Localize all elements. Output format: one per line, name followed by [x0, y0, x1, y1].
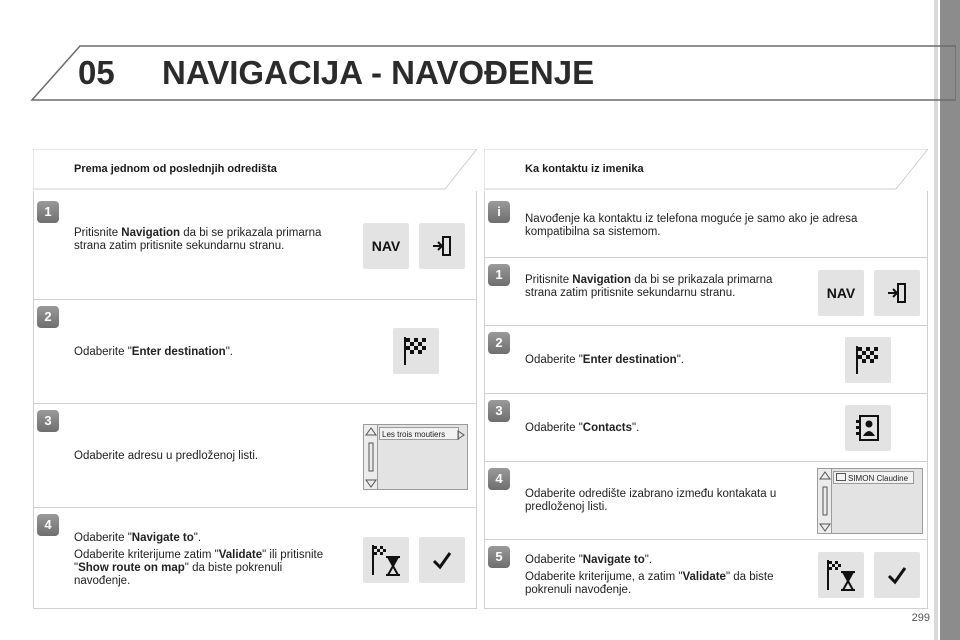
- right-step-3: [484, 393, 928, 461]
- checkered-flag-icon: [853, 344, 883, 376]
- left-step-4: [33, 507, 477, 609]
- left-step-1: [33, 195, 477, 299]
- right-column-heading: Ka kontaktu iz imenika: [525, 163, 644, 175]
- right-info-text: Navođenje ka kontaktu iz telefona moguće je samo ako je adresa kompatibilna sa sistemom.: [525, 213, 858, 238]
- right-info-note: [484, 195, 928, 257]
- right-step-1: [484, 257, 928, 325]
- destination-list-screen[interactable]: [363, 424, 468, 490]
- checkmark-icon: [430, 548, 454, 572]
- step-badge: 1: [488, 264, 510, 286]
- arrow-right-icon: [457, 430, 465, 440]
- navigate-to-button[interactable]: [363, 537, 409, 583]
- step-badge: 4: [37, 514, 59, 536]
- left-step-4-text: Odaberite "Navigate to". Odaberite kriterijume zatim "Validate" ili pritisnite "Show route on map" da biste pokrenuli navođenje.: [74, 532, 324, 587]
- right-step-3-text: Odaberite "Contacts".: [525, 422, 640, 434]
- validate-button[interactable]: [419, 537, 465, 583]
- checkmark-icon: [885, 563, 909, 587]
- right-step-2-text: Odaberite "Enter destination".: [525, 354, 684, 366]
- page-header: [30, 44, 956, 102]
- left-column-heading: Prema jednom od poslednjih odredišta: [74, 163, 277, 175]
- list-scrollbar[interactable]: [364, 425, 378, 489]
- flag-hourglass-icon: [825, 558, 857, 592]
- right-step-4: [484, 461, 928, 539]
- left-step-3-text: Odaberite adresu u predloženoj listi.: [74, 450, 259, 462]
- left-step-1-text: Pritisnite Navigation da bi se prikazala primarna strana zatim pritisnite sekundarnu stranu.: [74, 227, 322, 252]
- right-column-heading-box: [484, 149, 928, 191]
- step-badge: 3: [488, 400, 510, 422]
- page-forward-button[interactable]: [419, 223, 465, 269]
- left-step-3: [33, 403, 477, 507]
- left-step-2-text: Odaberite "Enter destination".: [74, 346, 233, 358]
- step-badge: 3: [37, 410, 59, 432]
- info-icon: i: [488, 201, 510, 223]
- step-badge: 2: [488, 332, 510, 354]
- contact-list-item-label: SIMON Claudine: [848, 474, 909, 483]
- contact-list-screen[interactable]: [817, 468, 923, 534]
- page-number: 299: [911, 612, 930, 624]
- nav-button[interactable]: NAV: [818, 270, 864, 316]
- page-forward-icon: [430, 234, 454, 258]
- nav-button[interactable]: NAV: [363, 223, 409, 269]
- list-scrollbar[interactable]: [818, 469, 832, 533]
- contacts-button[interactable]: [845, 405, 891, 451]
- enter-destination-button[interactable]: [845, 337, 891, 383]
- page-forward-button[interactable]: [874, 270, 920, 316]
- flag-hourglass-icon: [370, 543, 402, 577]
- destination-list-item-label: Les trois moutiers: [382, 430, 446, 439]
- left-step-2: [33, 299, 477, 403]
- chapter-number: 05: [78, 54, 115, 91]
- page-forward-icon: [885, 281, 909, 305]
- step-badge: 2: [37, 306, 59, 328]
- step-badge: 5: [488, 546, 510, 568]
- left-column-heading-box: [33, 149, 477, 191]
- enter-destination-button[interactable]: [393, 328, 439, 374]
- contact-card-icon: [836, 473, 846, 481]
- right-column: [484, 149, 928, 609]
- right-step-2: [484, 325, 928, 393]
- navigate-to-button[interactable]: [818, 552, 864, 598]
- right-step-1-text: Pritisnite Navigation da bi se prikazala primarna strana zatim pritisnite sekundarnu stranu.: [525, 274, 773, 299]
- validate-button[interactable]: [874, 552, 920, 598]
- left-column: [33, 149, 477, 609]
- checkered-flag-icon: [401, 335, 431, 367]
- step-badge: 4: [488, 468, 510, 490]
- contacts-book-icon: [853, 413, 883, 443]
- right-step-5-text: Odaberite "Navigate to". Odaberite kriterijume, a zatim "Validate" da biste pokrenuli navođenje.: [525, 554, 774, 596]
- step-badge: 1: [37, 201, 59, 223]
- right-step-4-text: Odaberite odredište izabrano između kontakata u predloženoj listi.: [525, 488, 777, 513]
- page-title: NAVIGACIJA - NAVOĐENJE: [162, 54, 595, 91]
- right-step-5: [484, 539, 928, 609]
